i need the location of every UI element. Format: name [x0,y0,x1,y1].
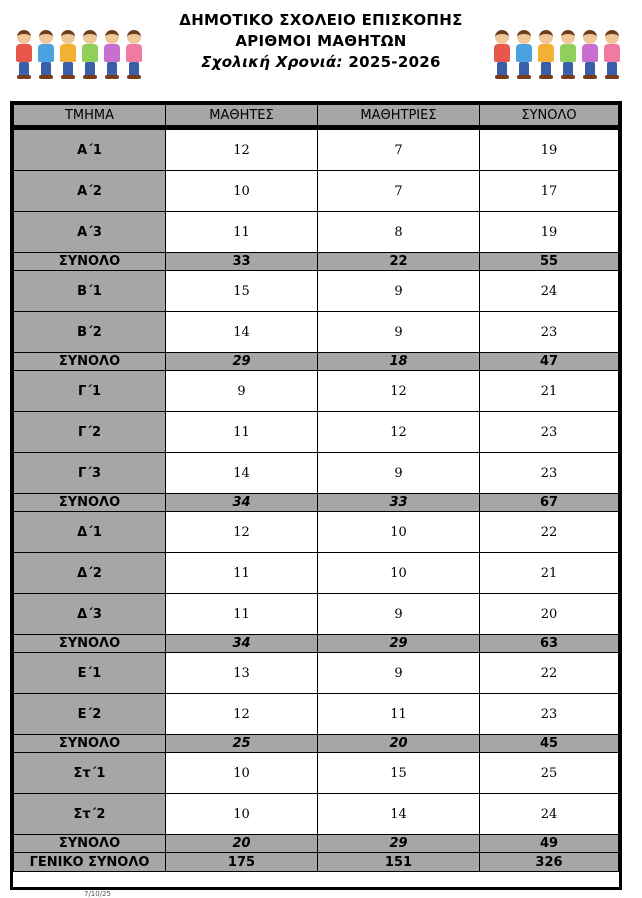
boys-count: 33 [166,253,318,271]
boys-count: 10 [166,753,318,794]
child-figure [492,30,512,80]
girls-count: 8 [318,212,480,253]
class-row [14,171,619,212]
page-header [0,0,642,96]
total-count: 23 [480,694,619,735]
girls-count: 22 [318,253,480,271]
girls-count: 7 [318,171,480,212]
class-row [14,371,619,412]
boys-count: 12 [166,512,318,553]
students-table [10,101,622,890]
girls-count: 9 [318,271,480,312]
boys-count: 11 [166,212,318,253]
class-label: Ε΄2 [14,694,166,735]
table-header-row [14,105,619,128]
class-label: Γ΄1 [14,371,166,412]
subtotal-row [14,353,619,371]
class-label: Α΄3 [14,212,166,253]
subtotal-label: ΣΥΝΟΛΟ [14,494,166,512]
child-figure [14,30,34,80]
class-label: Α΄1 [14,128,166,171]
total-count: 45 [480,735,619,753]
school-year-value: 2025-2026 [348,53,441,71]
group-of-children-icon [492,28,624,80]
child-figure [514,30,534,80]
girls-count: 29 [318,835,480,853]
boys-count: 34 [166,494,318,512]
boys-count: 20 [166,835,318,853]
boys-count: 9 [166,371,318,412]
child-figure [58,30,78,80]
child-figure [580,30,600,80]
class-label: Δ΄3 [14,594,166,635]
group-of-children-icon [14,28,146,80]
girls-count: 14 [318,794,480,835]
girls-count: 12 [318,412,480,453]
boys-count: 11 [166,412,318,453]
total-count: 23 [480,312,619,353]
table-body [14,128,619,872]
subtotal-label: ΣΥΝΟΛΟ [14,835,166,853]
school-name: ΔΗΜΟΤΙΚΟ ΣΧΟΛΕΙΟ ΕΠΙΣΚΟΠΗΣ [179,11,463,29]
child-figure [102,30,122,80]
document-title: ΑΡΙΘΜΟΙ ΜΑΘΗΤΩΝ [235,32,407,50]
class-row [14,694,619,735]
title-block [150,10,492,73]
class-label: Ε΄1 [14,653,166,694]
class-row [14,128,619,171]
boys-count: 10 [166,171,318,212]
girls-count: 18 [318,353,480,371]
total-count: 49 [480,835,619,853]
grand-total-boys: 175 [166,853,318,872]
total-count: 63 [480,635,619,653]
girls-count: 7 [318,128,480,171]
subtotal-row [14,735,619,753]
child-figure [558,30,578,80]
child-figure [124,30,144,80]
total-count: 24 [480,271,619,312]
total-count: 22 [480,512,619,553]
total-count: 21 [480,553,619,594]
child-figure [36,30,56,80]
child-figure [80,30,100,80]
subtotal-label: ΣΥΝΟΛΟ [14,635,166,653]
boys-count: 11 [166,553,318,594]
boys-count: 11 [166,594,318,635]
boys-count: 29 [166,353,318,371]
girls-count: 9 [318,312,480,353]
girls-count: 33 [318,494,480,512]
class-label: Α΄2 [14,171,166,212]
class-row [14,412,619,453]
class-label: Β΄1 [14,271,166,312]
students-grid [13,104,619,872]
subtotal-label: ΣΥΝΟΛΟ [14,353,166,371]
total-count: 21 [480,371,619,412]
girls-count: 9 [318,594,480,635]
girls-count: 9 [318,653,480,694]
total-count: 22 [480,653,619,694]
total-count: 25 [480,753,619,794]
class-label: Β΄2 [14,312,166,353]
class-label: Δ΄2 [14,553,166,594]
girls-count: 10 [318,553,480,594]
grand-total-row [14,853,619,872]
column-header-total: ΣΥΝΟΛΟ [480,105,619,128]
class-row [14,312,619,353]
total-count: 20 [480,594,619,635]
class-row [14,653,619,694]
girls-count: 9 [318,453,480,494]
girls-count: 10 [318,512,480,553]
subtotal-label: ΣΥΝΟΛΟ [14,253,166,271]
total-count: 67 [480,494,619,512]
child-figure [602,30,622,80]
grand-total-girls: 151 [318,853,480,872]
boys-count: 14 [166,312,318,353]
boys-count: 10 [166,794,318,835]
grand-total-total: 326 [480,853,619,872]
class-row [14,212,619,253]
class-label: Στ΄1 [14,753,166,794]
subtotal-row [14,835,619,853]
girls-count: 20 [318,735,480,753]
total-count: 55 [480,253,619,271]
class-row [14,594,619,635]
column-header-class: ΤΜΗΜΑ [14,105,166,128]
subtotal-row [14,494,619,512]
class-label: Γ΄2 [14,412,166,453]
total-count: 24 [480,794,619,835]
boys-count: 12 [166,128,318,171]
boys-count: 12 [166,694,318,735]
total-count: 23 [480,453,619,494]
class-label: Στ΄2 [14,794,166,835]
class-row [14,794,619,835]
column-header-girls: ΜΑΘΗΤΡΙΕΣ [318,105,480,128]
child-figure [536,30,556,80]
subtotal-row [14,635,619,653]
class-row [14,453,619,494]
school-year-label: Σχολική Χρονιά: [201,53,343,71]
boys-count: 15 [166,271,318,312]
column-header-boys: ΜΑΘΗΤΕΣ [166,105,318,128]
class-row [14,753,619,794]
total-count: 23 [480,412,619,453]
girls-count: 15 [318,753,480,794]
total-count: 17 [480,171,619,212]
class-row [14,553,619,594]
class-label: Δ΄1 [14,512,166,553]
girls-count: 29 [318,635,480,653]
class-row [14,512,619,553]
boys-count: 13 [166,653,318,694]
boys-count: 34 [166,635,318,653]
class-row [14,271,619,312]
total-count: 47 [480,353,619,371]
grand-total-label: ΓΕΝΙΚΟ ΣΥΝΟΛΟ [14,853,166,872]
school-year [150,52,492,73]
total-count: 19 [480,212,619,253]
girls-count: 12 [318,371,480,412]
girls-count: 11 [318,694,480,735]
subtotal-label: ΣΥΝΟΛΟ [14,735,166,753]
total-count: 19 [480,128,619,171]
class-label: Γ΄3 [14,453,166,494]
subtotal-row [14,253,619,271]
boys-count: 14 [166,453,318,494]
page-note: 7/10/25 [84,890,111,898]
boys-count: 25 [166,735,318,753]
